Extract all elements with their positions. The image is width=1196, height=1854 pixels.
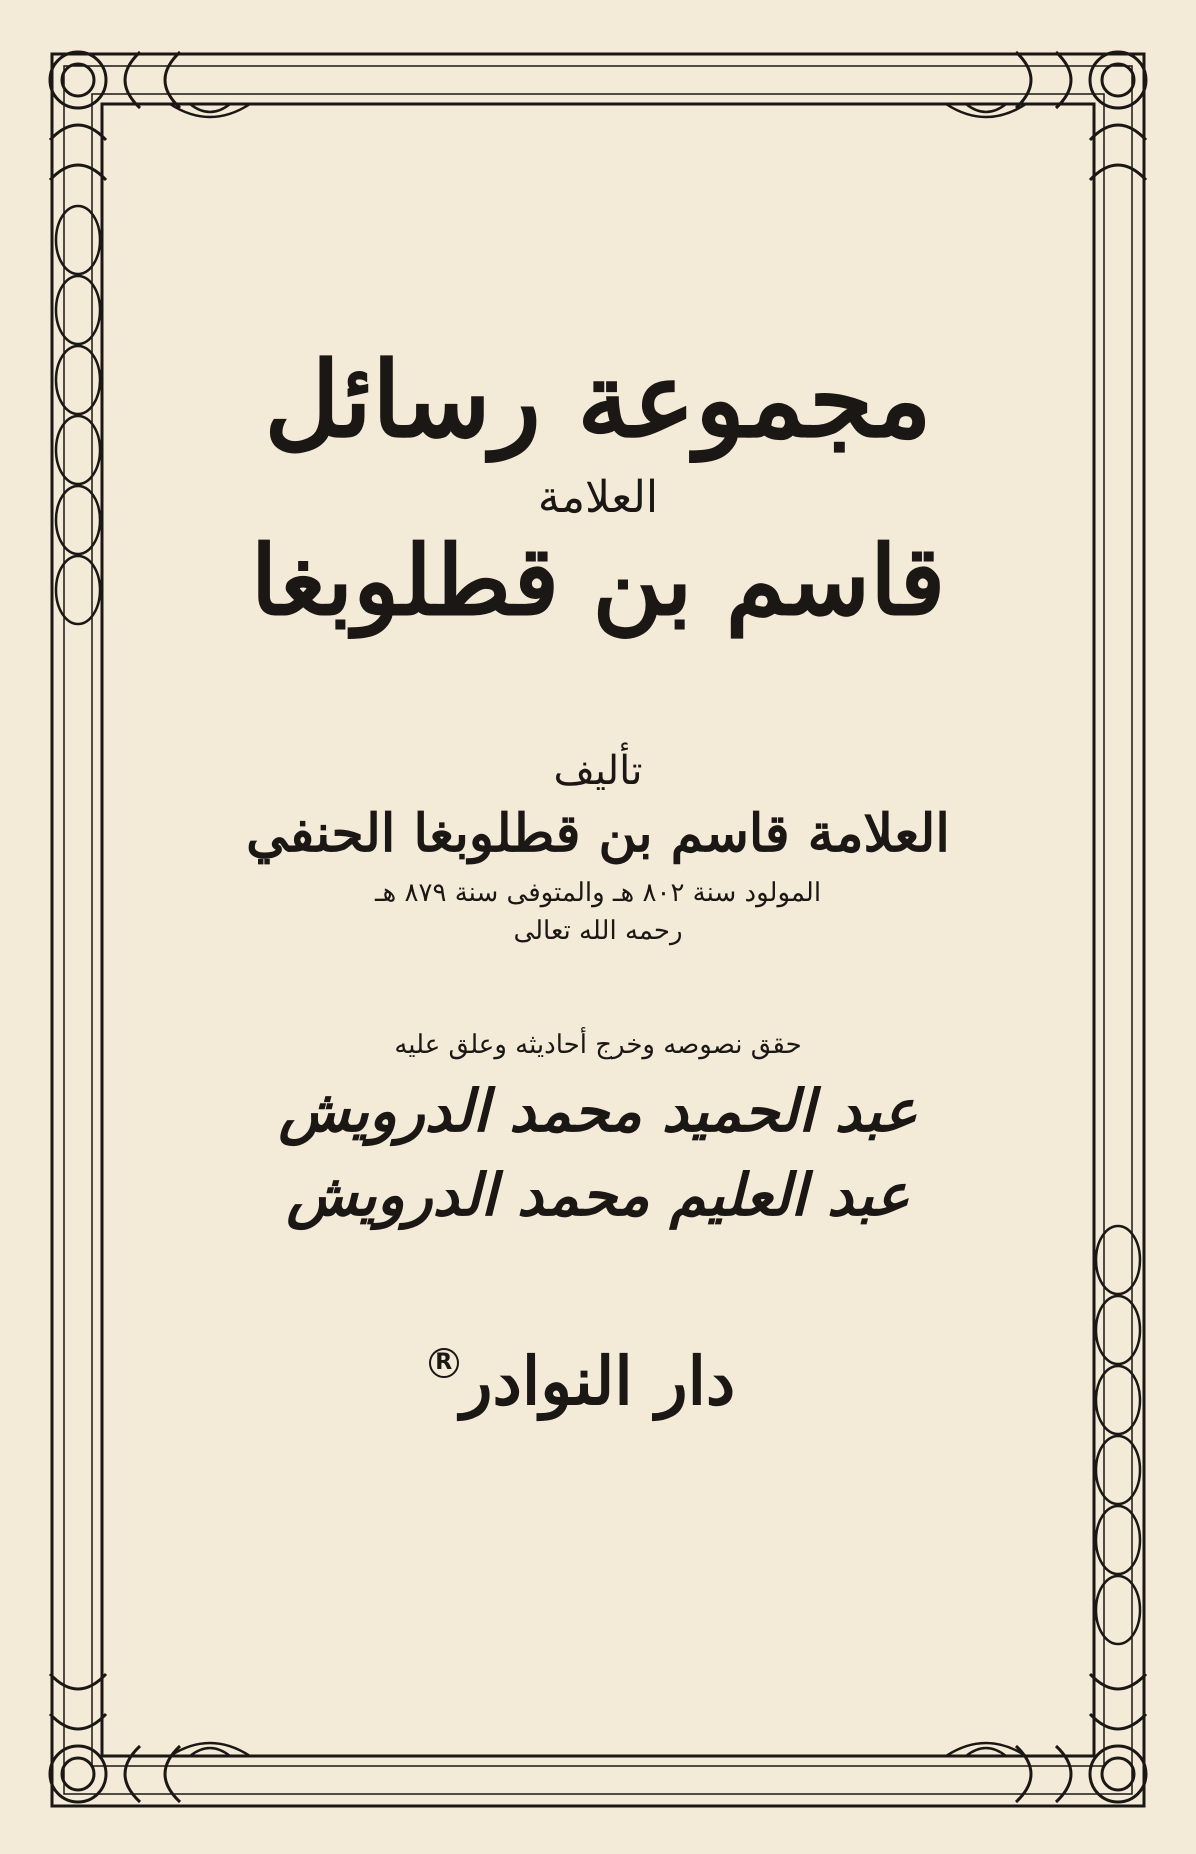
title-author-name: قاسم بن قطلوبغا: [250, 524, 946, 638]
cover-content: [110, 300, 1086, 1421]
corner-knot-top-left: [50, 52, 180, 180]
authorship-label: تأليف: [553, 747, 643, 794]
author-dates: المولود سنة ٨٠٢ هـ والمتوفى سنة ٨٧٩ هـ: [374, 878, 822, 909]
author-full-name: العلامة قاسم بن قطلوبغا الحنفي: [246, 802, 950, 864]
corner-knot-bottom-right: [1016, 1674, 1146, 1802]
bottom-flourish-right: [946, 1743, 1026, 1756]
chain-ornament-right: [1096, 1226, 1140, 1644]
bottom-flourish-left: [170, 1743, 250, 1756]
editors-label: حقق نصوصه وخرج أحاديثه وعلق عليه: [394, 1029, 802, 1060]
publisher-block: [435, 1341, 736, 1421]
author-prayer: رحمه الله تعالى: [513, 915, 683, 946]
editor-name-1: عبد الحميد محمد الدرويش: [278, 1076, 918, 1145]
registered-mark-icon: R: [429, 1348, 459, 1378]
top-flourish-right: [946, 104, 1026, 117]
title-honorific: العلامة: [537, 471, 659, 523]
corner-knot-top-right: [1016, 52, 1146, 180]
editor-name-2: عبد العليم محمد الدرويش: [286, 1161, 910, 1230]
chain-ornament-left: [56, 206, 100, 624]
corner-knot-bottom-left: [50, 1674, 180, 1802]
publisher-name: دار النوادر: [460, 1341, 736, 1420]
book-title: مجموعة رسائل: [264, 338, 932, 461]
top-flourish-left: [170, 104, 250, 117]
